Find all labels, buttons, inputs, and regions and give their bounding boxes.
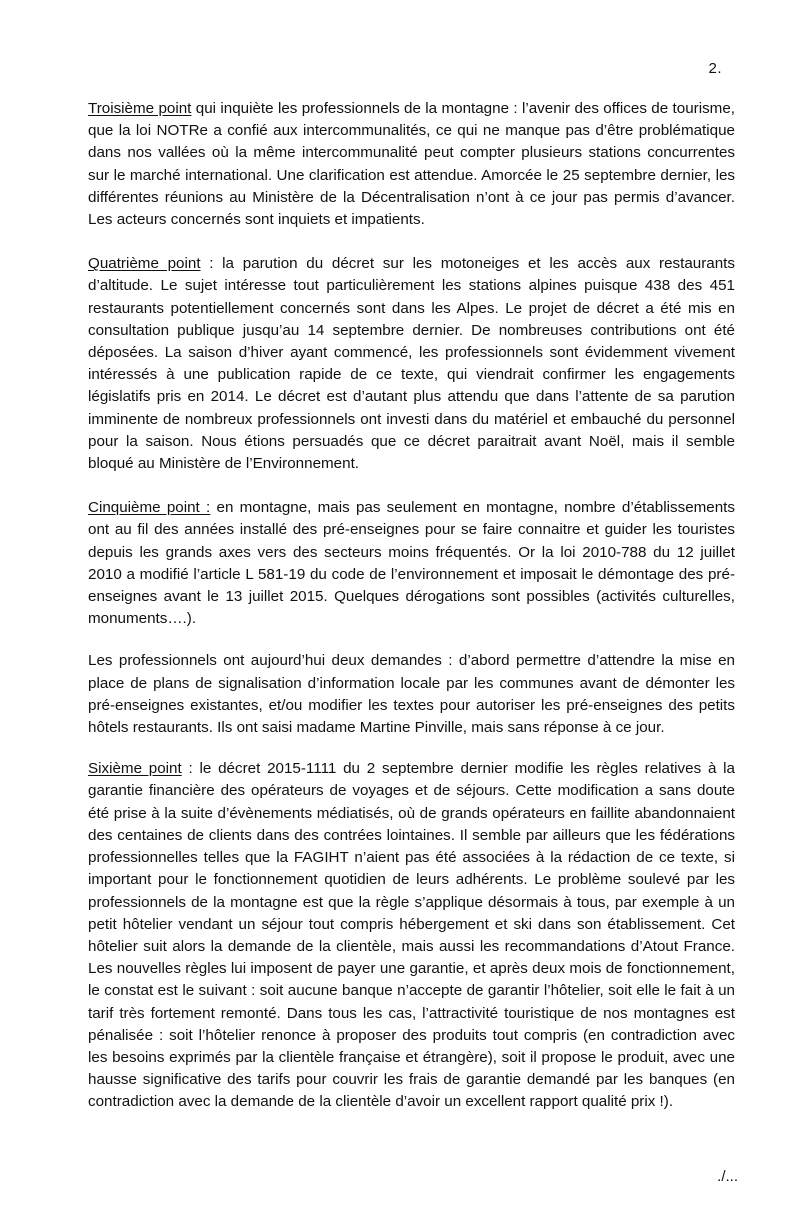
paragraph-text: Les professionnels ont aujourd’hui deux demandes : d’abord permettre d’attendre la mise en place de plans de signalisation d’information locale par les communes avant de démonter les pré-enseignes existantes, et/ou modifier les textes pour autoriser les pré-enseignes des petits hôtels restaurants. Ils ont saisi madame Martine Pinville, mais sans réponse à ce jour. <box>88 652 735 737</box>
paragraph-cinquieme-point <box>88 497 735 630</box>
continuation-mark: ./... <box>717 1168 738 1185</box>
paragraph-text: : la parution du décret sur les motoneiges et les accès aux restaurants d’altitude. Le sujet intéresse tout particulièrement les stations alpines puisque 438 des 451 restaurants potentiellement concernés sont dans les Alpes. Le projet de décret a été mis en consultation publique jusqu’au 14 septembre dernier. De nombreuses contributions ont été déposées. La saison d’hiver ayant commencé, les professionnels sont évidemment vivement intéressés à une publication rapide de ce texte, qui viendrait confirmer les engagements législatifs pris en 2014. Le décret est d’autant plus attendu que dans l’attente de sa parution imminente de nombreux professionnels ont investi dans du matériel et embauché du personnel pour la saison. Nous étions persuadés que ce décret paraitrait avant Noël, mais il semble bloqué au Ministère de l’Environnement. <box>88 255 735 473</box>
page-number: 2. <box>708 60 722 77</box>
paragraph-lead: Quatrième point <box>88 255 201 273</box>
paragraph-text: en montagne, mais pas seulement en montagne, nombre d’établissements ont au fil des années installé des pré-enseignes pour se faire connaitre et guider les touristes depuis les grands axes vers des secteurs moins fréquentés. Or la loi 2010-788 du 12 juillet 2010 a modifié l’article L 581-19 du code de l’environnement et imposait le démontage des pré-enseignes avant le 13 juillet 2015. Quelques dérogations sont possibles (activités culturelles, monuments….). <box>88 499 735 628</box>
paragraph-lead: Cinquième point : <box>88 499 211 517</box>
paragraph-quatrieme-point <box>88 253 735 475</box>
paragraph-lead: Sixième point <box>88 760 182 778</box>
document-body <box>88 98 735 1136</box>
paragraph-demandes-professionnels <box>88 650 735 739</box>
paragraph-text: : le décret 2015-1111 du 2 septembre dernier modifie les règles relatives à la garantie financière des opérateurs de voyages et de séjours. Cette modification a sans doute été prise à la suite d’évènements médiatisés, où de grands opérateurs en faillite abandonnaient des centaines de clients dans des contrées lointaines. Il semble par ailleurs que les fédérations professionnelles telles que la FAGIHT n’aient pas été associées à la rédaction de ce texte, si important pour le fonctionnement quotidien de leurs adhérents. Le problème soulevé par les professionnels de la montagne est que la règle s’applique désormais à tous, par exemple à un petit hôtelier vendant un séjour tout compris hébergement et ski dans son établissement. Cet hôtelier suit alors la demande de la clientèle, mais aussi les recommandations d’Atout France. Les nouvelles règles lui imposent de payer une garantie, et après deux mois de fonctionnement, le constat est le suivant : soit aucune banque n’accepte de garantir l’hôtelier, soit elle le fait à un tarif très fortement remonté. Dans tous les cas, l’attractivité touristique de nos montagnes est pénalisée : soit l’hôtelier renonce à proposer des produits tout compris (en contradiction avec les besoins exprimés par la clientèle française et étrangère), soit il propose le produit, avec une hausse significative des tarifs pour couvrir les frais de garantie demandé par les banques (en contradiction avec la demande de la clientèle d’avoir un excellent rapport qualité prix !). <box>88 760 736 1111</box>
paragraph-sixieme-point <box>88 758 735 1113</box>
paragraph-troisieme-point <box>88 98 735 231</box>
paragraph-lead: Troisième point <box>88 100 192 117</box>
paragraph-text: qui inquiète les professionnels de la montagne : l’avenir des offices de tourisme, que la loi NOTRe a confié aux intercommunalités, ce qui ne manque pas d’être problématique dans nos vallées où la même intercommunalité peut compter plusieurs stations concurrentes sur le marché international. Une clarification est attendue. Amorcée le 25 septembre dernier, les différentes réunions au Ministère de la Décentralisation n’ont à ce jour pas permis d’avancer. Les acteurs concernés sont inquiets et impatients. <box>88 100 735 229</box>
